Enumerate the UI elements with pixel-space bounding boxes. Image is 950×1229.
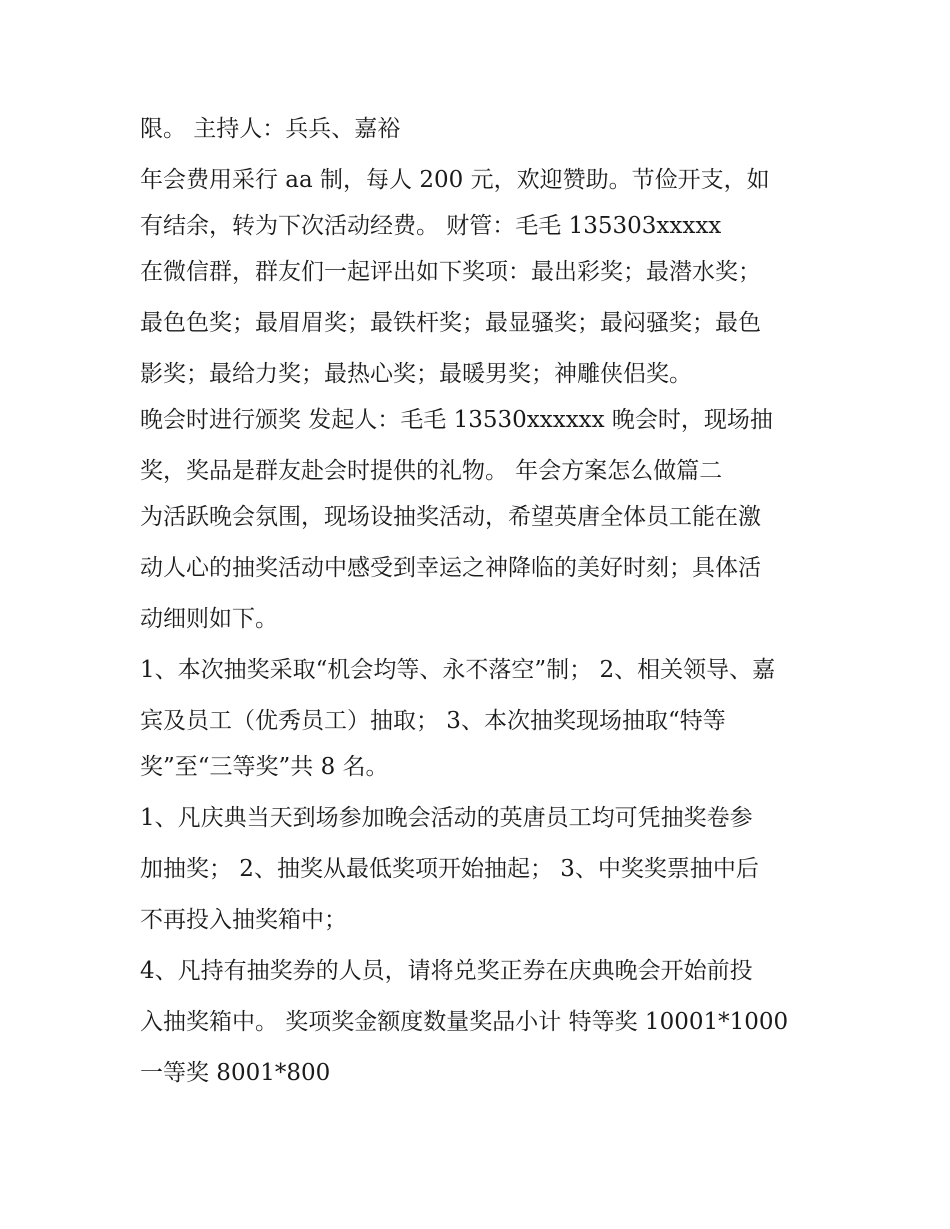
document-body bbox=[140, 108, 820, 1103]
text-line: 一等奖 8001*800 bbox=[140, 1060, 331, 1086]
text-line: 年会费用采行 aa 制，每人 200 元，欢迎赞助。节俭开支，如 bbox=[140, 167, 770, 193]
text-line: 为活跃晚会氛围，现场设抽奖活动，希望英唐全体员工能在激 bbox=[140, 504, 761, 530]
text-line: 最色色奖；最眉眉奖；最铁杆奖；最显骚奖；最闷骚奖；最色 bbox=[140, 310, 761, 336]
text-line: 加抽奖； 2、抽奖从最低奖项开始抽起； 3、中奖奖票抽中后 bbox=[140, 856, 759, 882]
text-line: 动细则如下。 bbox=[140, 606, 278, 632]
text-line: 动人心的抽奖活动中感受到幸运之神降临的美好时刻；具体活 bbox=[140, 555, 761, 581]
text-line: 晚会时进行颁奖 发起人：毛毛 13530xxxxxx 晚会时，现场抽 bbox=[140, 407, 773, 433]
text-line: 不再投入抽奖箱中； bbox=[140, 907, 347, 933]
text-line: 4、凡持有抽奖券的人员，请将兑奖正券在庆典晚会开始前投 bbox=[140, 958, 753, 984]
text-line: 入抽奖箱中。 奖项奖金额度数量奖品小计 特等奖 10001*1000 bbox=[140, 1009, 789, 1035]
text-line: 1、本次抽奖采取“机会均等、永不落空”制； 2、相关领导、嘉 bbox=[140, 657, 776, 683]
text-line: 在微信群，群友们一起评出如下奖项：最出彩奖；最潜水奖； bbox=[140, 259, 761, 285]
text-line: 宾及员工（优秀员工）抽取； 3、本次抽奖现场抽取“特等 bbox=[140, 708, 726, 734]
text-line: 限。 主持人：兵兵、嘉裕 bbox=[140, 116, 401, 142]
text-line: 有结余，转为下次活动经费。 财管：毛毛 135303xxxxx bbox=[140, 213, 722, 239]
text-line: 1、凡庆典当天到场参加晚会活动的英唐员工均可凭抽奖卷参 bbox=[140, 805, 753, 831]
text-line: 奖”至“三等奖”共 8 名。 bbox=[140, 754, 389, 780]
text-line: 奖，奖品是群友赴会时提供的礼物。 年会方案怎么做篇二 bbox=[140, 458, 723, 484]
text-line: 影奖；最给力奖；最热心奖；最暖男奖；神雕侠侣奖。 bbox=[140, 361, 692, 387]
